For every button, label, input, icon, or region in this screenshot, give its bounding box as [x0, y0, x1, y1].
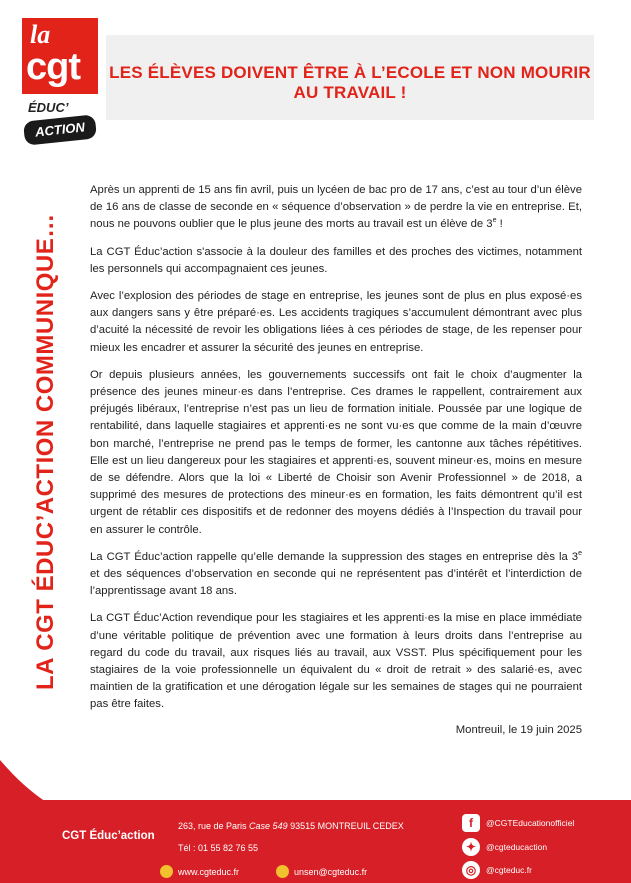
footer-phone: Tél : 01 55 82 76 55 [178, 843, 259, 853]
globe-icon [160, 865, 173, 878]
email-link[interactable]: unsen@cgteduc.fr [276, 865, 367, 878]
title-banner [106, 35, 594, 120]
facebook-link[interactable]: f @CGTEducationofficiel [462, 814, 574, 832]
press-release-body [90, 182, 582, 724]
mail-icon [276, 865, 289, 878]
paragraph-4: Or depuis plusieurs années, les gouvernements successifs ont fait le choix d’augmenter la présence des jeunes mineur·es dans l’entreprise. Ces drames le rappellent, contrairement aux préjugés libéraux, l’entreprise n’est pas un lieu de formation initiale. Poussée par une logique de rentabilité, dans laquelle stagiaires et apprenti·es ne sont vu·es que comme de la main d’œuvre bon marché, l’entreprise ne prend pas le temps de former, les cantonne aux tâches répétitives. Elle est un lieu dangereux pour les stagiaires et apprenti·es, souvent mineur·es, moins en mesure de se défendre. Alors que la loi « Liberté de Choisir son Avenir Professionnel » de 2018, a supprimé des mesures de protections des mineur·es en formation, les faits démontrent qu’il est urgent de rétablir ces dispositifs et de redonner des moyens dédiés à l’Inspection du travail pour en assurer le contrôle. [90, 368, 582, 536]
paragraph-3: Avec l’explosion des périodes de stage en entreprise, les jeunes sont de plus en plus exposé·es aux dangers sans y être préparé·es. Les accidents tragiques s’accumulent démontrant avec plus d’acuité la nécessité de revoir les obligations liées à ces périodes de stage, de les repenser pour mieux les encadrer et assurer la sécurité des jeunes en entreprise. [90, 290, 582, 354]
instagram-link[interactable]: ◎ @cgteduc.fr [462, 861, 532, 879]
paragraph-5: La CGT Éduc’action rappelle qu’elle demande la suppression des stages en entreprise dès la 3e et des séquences d’observation en seconde qui ne représentent pas d’intérêt et l’interdiction de l’apprentissage avant 18 ans. [90, 550, 582, 598]
sidebar-communique-label: LA CGT ÉDUC’ACTION COMMUNIQUE… [32, 213, 59, 690]
website-link[interactable]: www.cgteduc.fr [160, 865, 239, 878]
paragraph-2: La CGT Éduc’action s'associe à la douleur des familles et des proches des victimes, notamment les personnels qui accompagnaient ces jeunes. [90, 245, 582, 275]
paragraph-6: La CGT Éduc’Action revendique pour les stagiaires et les apprenti·es la mise en place immédiate d’une véritable politique de prévention avec une formation à leurs droits dans l’entreprise au regard du code du travail, aux risques liés au travail, aux VSST. Plus spécifiquement pour les stagiaires de la voie professionnelle un équivalent du « droit de retrait » des salarié·es, avec maintien de la gratification et une dérogation légale sur les semaines de stages qui ne pourraient pas être faites. [90, 612, 582, 711]
instagram-icon: ◎ [462, 861, 480, 879]
paragraph-1: Après un apprenti de 15 ans fin avril, puis un lycéen de bac pro de 17 ans, c’est au tour d’un élève de 16 ans de classe de seconde en « séquence d’observation » de perdre la vie en entreprise. Et, nous ne pouvons oublier que le plus jeune des morts au travail est un élève de 3e ! [90, 184, 582, 231]
cgt-educaction-logo: la cgt ÉDUC’ ACTION [22, 18, 98, 148]
twitter-link[interactable]: ✦ @cgteducaction [462, 838, 547, 856]
page-title: LES ÉLÈVES DOIVENT ÊTRE À L’ECOLE ET NON MOURIR AU TRAVAIL ! [109, 63, 591, 102]
facebook-icon: f [462, 814, 480, 832]
signature-date: Montreuil, le 19 juin 2025 [455, 724, 582, 736]
twitter-icon: ✦ [462, 838, 480, 856]
footer-address: 263, rue de Paris Case 549 93515 MONTREUIL CEDEX [178, 821, 404, 831]
footer-org-name: CGT Éduc’action [62, 830, 155, 842]
